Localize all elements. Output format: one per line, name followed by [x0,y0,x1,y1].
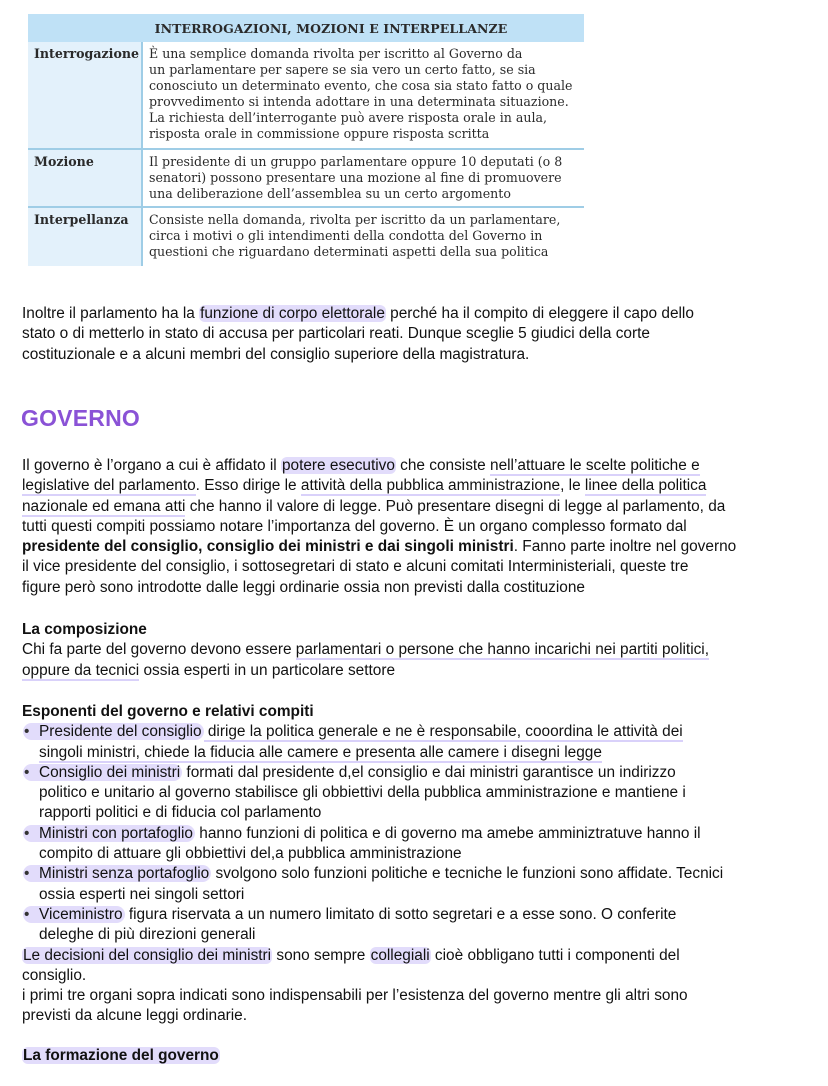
bullet-icon: • [24,763,30,781]
table-text-line: senatori) possono presentare una mozione al fine di promuovere [149,170,562,185]
highlight: collegiali [370,946,430,964]
section-title: GOVERNO [21,405,140,431]
table-row-key: Mozione [28,150,143,206]
table-text-line: Il presidente di un gruppo parlamentare oppure 10 deputati (o 8 [149,154,563,169]
highlight: Ministri senza portafoglio [23,865,211,882]
table-row-value [143,42,584,148]
interrogazioni-table [28,14,584,266]
bullet-icon: • [24,723,30,741]
text-line: consiglio. [22,966,87,984]
table-text-line: una deliberazione dell’assemblea su un certo argomento [149,186,511,201]
table-row-key: Interrogazione [28,42,143,148]
table-text-line: conosciuto un determinato evento, che cosa sia stato fatto o quale [149,78,573,93]
text-line: stato o di metterlo in stato di accusa per particolari reati. Dunque sceglie 5 giudici della corte [22,325,650,343]
table-text-line: circa i motivi o gli intendimenti della condotta del Governo in [149,228,543,243]
list-item [22,722,822,763]
table-text-line: provvedimento si intenda adottare in una determinata situazione. [149,94,569,109]
table-text-line: risposta orale in commissione oppure risposta scritta [149,126,490,141]
list-item [22,864,822,905]
text-line: Chi fa parte del governo devono essere parlamentari o persone che hanno incarichi nei partiti politici, [22,641,710,659]
text-line: previsti da alcune leggi ordinarie. [22,1007,248,1025]
text-line: Il governo è l’organo a cui è affidato il potere esecutivo che consiste nell’attuare le scelte politiche e [22,457,700,474]
highlight: potere esecutivo [281,457,395,474]
underline: linee della politica [584,477,707,495]
table-text-line: Consiste nella domanda, rivolta per iscritto da un parlamentare, [149,212,561,227]
formazione-section [22,1046,812,1066]
intro-paragraph [22,304,812,365]
subheading: La formazione del governo [23,1047,219,1064]
table-text-line: un parlamentare per sapere se sia vero un certo fatto, se sia [149,62,536,77]
table-text-line: La richiesta dell’interrogante può avere risposta orale in aula, [149,110,548,125]
highlight: Le decisioni del consiglio dei ministri [23,946,272,964]
esponenti-section [22,702,822,1027]
text-line: rapporti politici e di fiducia col parlamento [39,804,322,822]
underline: legislative del parlamento [22,477,196,495]
text-line: presidente del consiglio, consiglio dei ministri e dai singoli ministri. Fanno parte inoltre nel governo [22,538,737,556]
bold-text: presidente del consiglio, consiglio dei ministri e dai singoli ministri [22,538,514,556]
text: formati dal presidente d,el consiglio e dai ministri garantisce un indirizzo [182,763,676,781]
text-line: deleghe di più direzioni generali [39,926,256,944]
table-title: INTERROGAZIONI, MOZIONI E INTERPELLANZE [28,14,584,42]
governo-paragraph [22,456,812,598]
table-text-line: È una semplice domanda rivolta per iscritto al Governo da [149,46,523,61]
text-line: legislative del parlamento. Esso dirige le attività della pubblica amministrazione, le linee della politica [22,477,707,495]
subheading: La composizione [22,621,147,638]
underline: parlamentari o persone che hanno incarichi nei partiti politici, [295,641,710,659]
bullet-icon: • [24,905,30,923]
highlight: funzione di corpo elettorale [200,305,385,322]
text-line: i primi tre organi sopra indicati sono indispensabili per l’esistenza del governo mentre gli altri sono [22,987,688,1005]
list-item [22,824,822,865]
bullet-icon: • [24,865,30,883]
underline: singoli ministri, chiede la fiducia alle camere e presenta alle camere i disegni legge [39,743,602,761]
text-line: ossia esperti nei singoli settori [39,885,245,903]
text-line: compito di attuare gli obbiettivi del,a pubblica amministrazione [39,845,462,863]
text: figura riservata a un numero limitato di sotto segretari e a esse sono. O conferite [124,905,677,923]
table-row-value [143,150,584,206]
composizione-section [22,620,812,681]
table-row [28,150,584,208]
text-line: Le decisioni del consiglio dei ministri sono sempre collegiali cioè obbligano tutti i componenti del [23,946,680,964]
list-item [22,763,822,824]
text: svolgono solo funzioni politiche e tecniche le funzioni sono affidate. Tecnici [211,865,724,883]
highlight: Consiglio dei ministri [23,764,182,781]
list-item [22,905,822,946]
text-line: costituzionale e a alcuni membri del consiglio superiore della magistratura. [22,345,530,363]
underline: nell’attuare le scelte politiche e [490,457,700,474]
underline: oppure da tecnici [22,661,140,679]
text-line: Inoltre il parlamento ha la funzione di corpo elettorale perché ha il compito di eleggere il capo dello [22,305,694,322]
underline: attività della pubblica amministrazione [300,477,561,495]
text-line: oppure da tecnici ossia esperti in un particolare settore [22,661,396,679]
text-line: politico e unitario al governo stabilisce gli obbiettivi della pubblica amministrazione e mantiene i [39,784,686,802]
bullet-icon: • [24,824,30,842]
highlight: Ministri con portafoglio [23,825,195,842]
subheading: Esponenti del governo e relativi compiti [22,703,314,720]
underline: dirige la politica generale e ne è responsabile, cooordina le attività dei [203,723,683,741]
table-row [28,42,584,150]
text-line: il vice presidente del consiglio, i sottosegretari di stato e alcuni comitati Interministeriali, queste tre [22,558,689,576]
highlight: Presidente del consiglio [23,723,204,740]
text-line: tutti questi compiti possiamo notare l’importanza del governo. È un organo complesso formato dal [22,517,687,535]
text-line: figure però sono introdotte dalle leggi ordinarie ossia non previsti dalla costituzione [22,578,585,596]
table-row-key: Interpellanza [28,208,143,266]
table-row-value [143,208,584,266]
underline: nazionale ed emana atti [22,497,186,515]
table-text-line: questioni che riguardano determinati aspetti della sua politica [149,244,549,259]
text-line: nazionale ed emana atti che hanno il valore di legge. Può presentare disegni di legge al parlamento, da [22,497,726,515]
highlight: Viceministro [23,906,125,923]
table-row [28,208,584,266]
text: hanno funzioni di politica e di governo ma amebe amminiztratuve hanno il [194,824,701,842]
